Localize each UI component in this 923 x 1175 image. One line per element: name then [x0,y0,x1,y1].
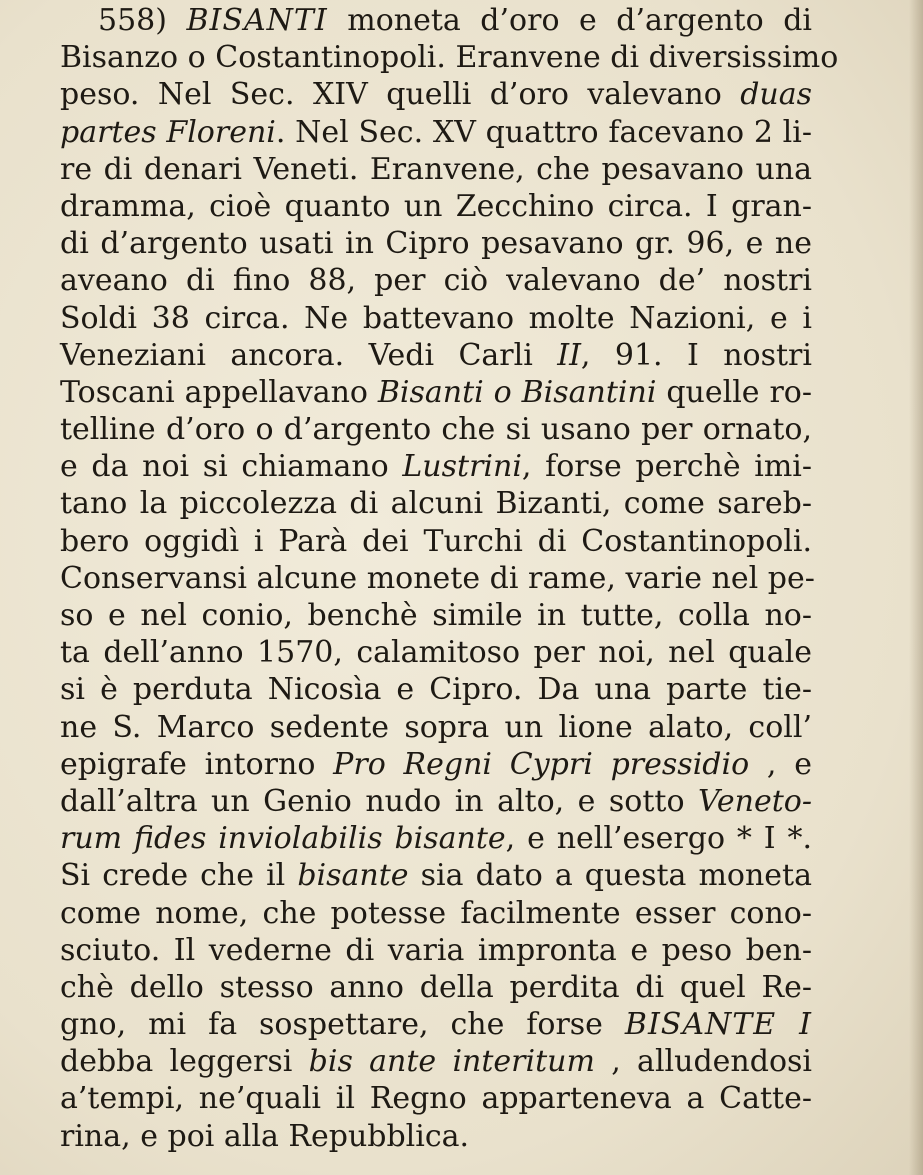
italic-text: II [557,337,581,373]
text-run: sciuto. Il vederne di varia impronta e peso ben- [60,932,812,968]
text-line [60,76,812,113]
text-run: Si crede che il [60,858,298,894]
text-run: come nome, che potesse facilmente esser cono- [60,895,812,931]
text-line [60,560,815,597]
text-line [60,225,812,262]
text-line [60,262,812,299]
text-line [60,783,812,820]
text-line [60,709,812,746]
text-line [60,337,812,374]
text-run: telline d’oro o d’argento che si usano per ornato, [60,412,812,448]
text-run: debba leggersi [60,1044,309,1080]
text-run: ta dell’anno 1570, calamitoso per noi, nel quale [60,635,812,671]
text-run: . Nel Sec. XV quattro facevano 2 li- [275,114,813,150]
text-line [60,746,812,783]
text-run: dall’altra un Genio nudo in alto, e sotto [60,783,698,819]
text-line [60,523,812,560]
text-line [60,634,812,671]
italic-text: bis ante interitum [308,1044,595,1080]
text-run: so e nel conio, benchè simile in tutte, colla no- [60,598,812,633]
text-line [60,1043,812,1080]
headword: BISANTI [186,3,328,38]
text-line [60,485,812,522]
text-line [60,300,812,337]
text-line [60,895,812,932]
text-run: 558) [98,3,187,38]
text-run: tano la piccolezza di alcuni Bizanti, come sareb- [60,486,812,522]
text-run: moneta d’oro e d’argento di [327,3,812,38]
text-line [60,2,812,39]
text-run: Toscani appellavano [60,374,378,410]
text-run: dramma, cioè quanto un Zecchino circa. I gran- [60,188,812,224]
text-run: chè dello stesso anno della perdita di quel Re- [60,969,812,1005]
text-line [60,151,812,188]
text-run: sia dato a questa moneta [408,858,813,894]
headword: BISANTE I [624,1007,812,1043]
text-run: si è perduta Nicosìa e Cipro. Da una parte tie- [60,672,812,708]
italic-text: partes Floreni [60,114,276,150]
italic-text: rum fides inviolabilis bisante [60,821,506,857]
text-line [60,114,812,151]
text-line [60,374,812,411]
italic-text: Lustrini [402,449,522,485]
text-run: bero oggidì i Parà dei Turchi di Costantinopoli. [60,523,812,559]
text-line [60,39,839,76]
text-run: aveano di fino 88, per ciò valevano de’ nostri [60,263,812,299]
text-run: di d’argento usati in Cipro pesavano gr. 96, e ne [60,226,812,262]
text-run: peso. Nel Sec. XIV quelli d’oro valevano [60,77,741,113]
text-run: a’tempi, ne’quali il Regno apparteneva a Catte- [60,1081,812,1117]
entry-text-block [60,2,839,1155]
text-line [60,820,812,857]
italic-text: duas [740,77,812,113]
text-line [60,188,812,225]
text-run: Veneziani ancora. Vedi Carli [60,337,558,373]
text-run: e da noi si chiamano [60,449,403,485]
text-line [60,448,812,485]
text-line [60,597,812,634]
text-line [60,969,812,1006]
text-run: re di denari Veneti. Eranvene, che pesavano una [60,151,812,187]
italic-text: Pro Regni Cypri pressidio [333,746,750,782]
text-line [60,932,812,969]
italic-text: Bisanti o Bisantini [377,374,657,410]
text-line [60,411,812,448]
text-line [60,1006,812,1043]
text-run: , e [749,746,813,782]
text-run: , alludendosi [594,1044,812,1080]
text-run: , forse perchè imi- [521,449,813,485]
text-run: Soldi 38 circa. Ne battevano molte Nazioni, e i [60,300,812,336]
text-run: Bisanzo o Costantinopoli. Eranvene di diversissimo [60,40,839,76]
text-run: gno, mi fa sospettare, che forse [60,1007,625,1043]
text-run: Conservansi alcune monete di rame, varie nel pe- [60,560,815,596]
text-run: quelle ro- [656,374,812,410]
text-line [60,857,812,894]
italic-text: bisante [297,858,409,894]
text-line [60,671,812,708]
text-run: , e nell’esergo * I *. [505,821,812,857]
text-line [60,1118,812,1155]
italic-text: Veneto- [698,783,812,819]
text-run: rina, e poi alla Repubblica. [60,1118,470,1154]
text-run: epigrafe intorno [60,746,334,782]
text-run: , 91. I nostri [580,337,812,373]
text-line [60,1080,812,1117]
page-edge-shadow [909,0,923,1175]
text-run: ne S. Marco sedente sopra un lione alato, coll’ [60,709,812,745]
